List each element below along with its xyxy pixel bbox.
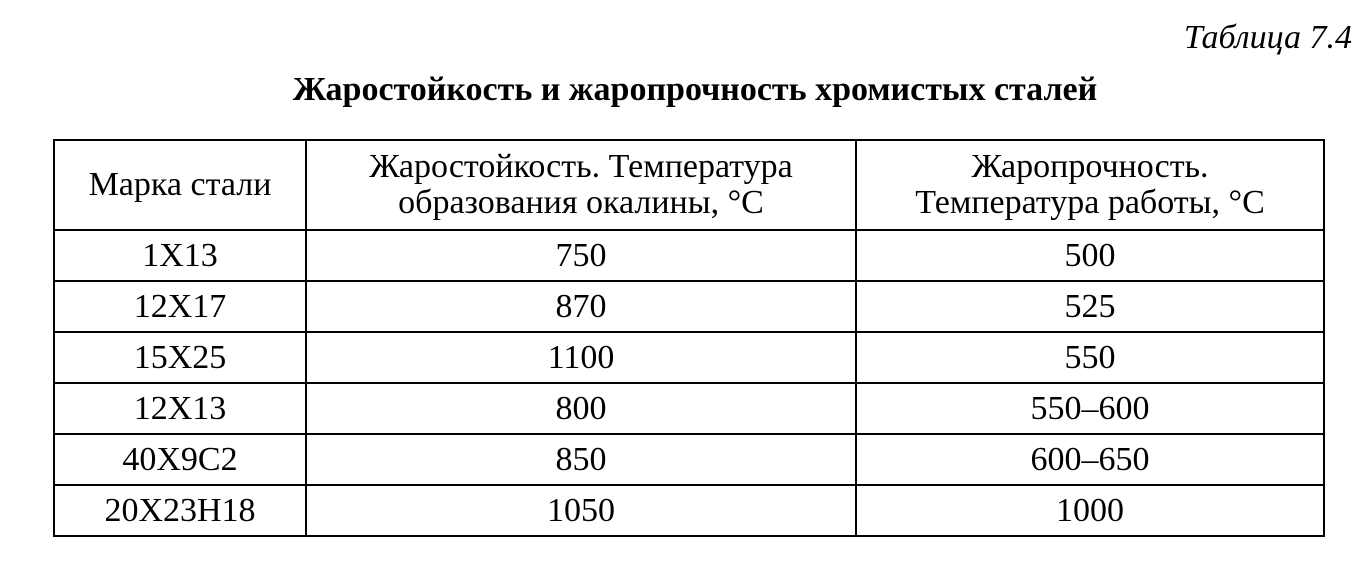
cell-working-temperature: 1000 <box>856 485 1324 536</box>
cell-working-temperature: 550–600 <box>856 383 1324 434</box>
cell-scaling-temperature: 800 <box>306 383 856 434</box>
table-row <box>54 281 1324 332</box>
header-heat-resistance <box>306 140 856 230</box>
cell-steel-grade: 12Х13 <box>54 383 306 434</box>
header-line: Температура работы, °С <box>915 184 1265 221</box>
cell-working-temperature: 600–650 <box>856 434 1324 485</box>
table-row <box>54 434 1324 485</box>
cell-working-temperature: 550 <box>856 332 1324 383</box>
header-line: Жаростойкость. Температура <box>369 148 793 185</box>
cell-scaling-temperature: 870 <box>306 281 856 332</box>
cell-working-temperature: 500 <box>856 230 1324 281</box>
table-title: Жаростойкость и жаропрочность хромистых сталей <box>292 71 1098 108</box>
cell-scaling-temperature: 850 <box>306 434 856 485</box>
header-heat-strength <box>856 140 1324 230</box>
header-steel-grade <box>54 140 306 230</box>
table-header-row <box>54 140 1324 230</box>
cell-steel-grade: 15Х25 <box>54 332 306 383</box>
table-number-label: Таблица 7.4 <box>1183 19 1352 56</box>
cell-steel-grade: 20Х23Н18 <box>54 485 306 536</box>
cell-scaling-temperature: 1050 <box>306 485 856 536</box>
cell-steel-grade: 40Х9С2 <box>54 434 306 485</box>
cell-steel-grade: 12Х17 <box>54 281 306 332</box>
header-line: Марка стали <box>88 166 272 203</box>
table-row <box>54 485 1324 536</box>
table-row <box>54 230 1324 281</box>
header-line: Жаропрочность. <box>971 148 1209 185</box>
header-line: образования окалины, °С <box>398 184 764 221</box>
steel-properties-table <box>53 139 1325 537</box>
cell-scaling-temperature: 750 <box>306 230 856 281</box>
table-row <box>54 383 1324 434</box>
cell-scaling-temperature: 1100 <box>306 332 856 383</box>
cell-steel-grade: 1Х13 <box>54 230 306 281</box>
cell-working-temperature: 525 <box>856 281 1324 332</box>
table-row <box>54 332 1324 383</box>
